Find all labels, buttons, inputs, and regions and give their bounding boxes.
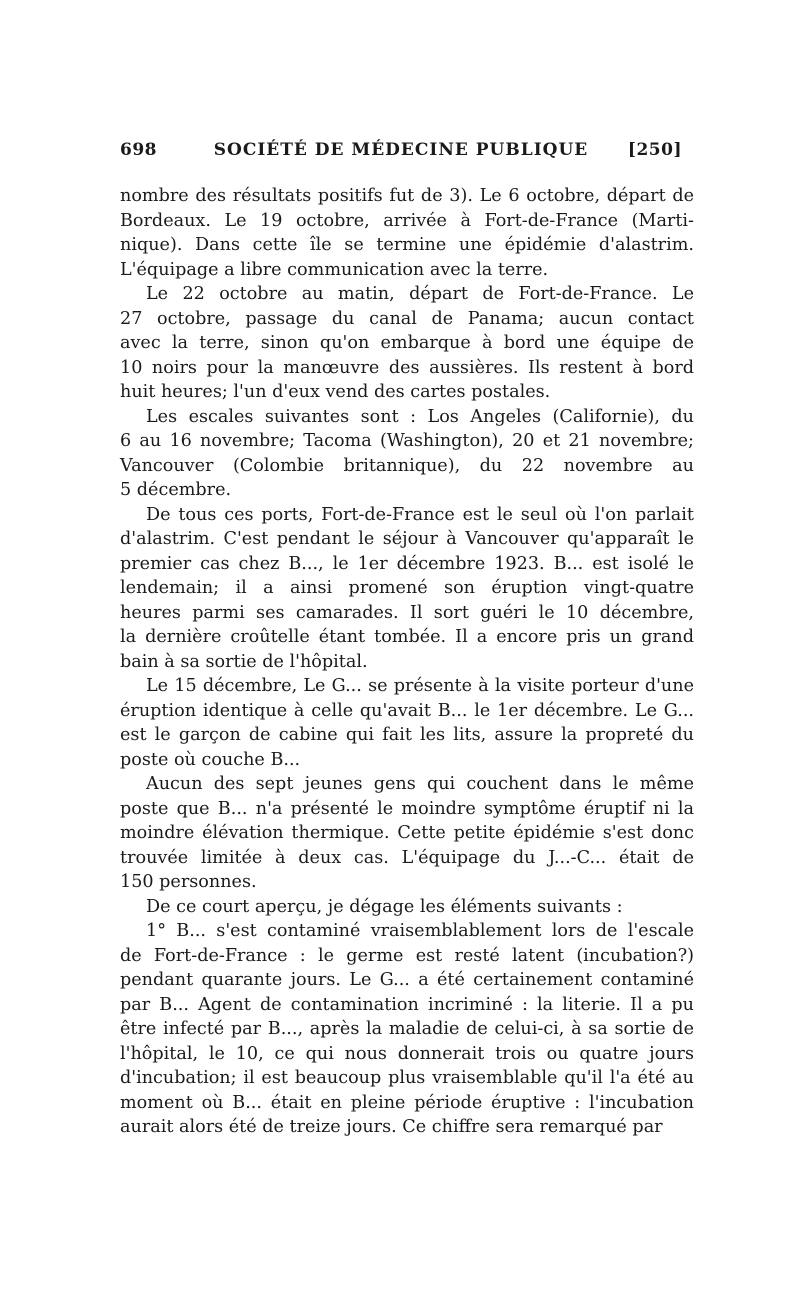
text-line: éruption identique à celle qu'avait B... le 1er décembre. Le G... [120, 700, 694, 721]
text-line: Vancouver (Colombie britannique), du 22 novembre au [120, 455, 694, 476]
text-line: poste que B... n'a présenté le moindre symptôme éruptif ni la [120, 798, 694, 819]
text-line: 10 noirs pour la manœuvre des aussières. Ils restent à bord [120, 357, 694, 378]
text-line: d'alastrim. C'est pendant le séjour à Vancouver qu'apparaît le [120, 529, 694, 549]
paragraph [120, 674, 694, 772]
text-line: nombre des résultats positifs fut de 3). Le 6 octobre, départ de [120, 186, 694, 206]
text-line: pendant quarante jours. Le G... a été certainement contaminé [120, 970, 694, 990]
text-line: de Fort-de-France : le germe est resté latent (incubation?) [120, 945, 694, 966]
bracket-page-number: [250] [627, 140, 682, 160]
page-number: 698 [120, 140, 157, 160]
paragraph [120, 919, 694, 1140]
text-line: L'équipage a libre communication avec la terre. [120, 259, 549, 280]
text-line: avec la terre, sinon qu'on embarque à bord une équipe de [120, 333, 694, 353]
text-line: premier cas chez B..., le 1er décembre 1923. B... est isolé le [120, 553, 694, 574]
text-line: poste où couche B... [120, 749, 301, 770]
text-line: bain à sa sortie de l'hôpital. [120, 651, 368, 672]
text-line: Le 15 décembre, Le G... se présente à la visite porteur d'une [146, 676, 694, 696]
text-line: est le garçon de cabine qui fait les lits, assure la propreté du [120, 725, 694, 745]
paragraph [120, 184, 694, 282]
text-line: être infecté par B..., après la maladie de celui-ci, à sa sortie de [120, 1019, 694, 1039]
text-line: Aucun des sept jeunes gens qui couchent dans le même [146, 774, 694, 794]
text-line: par B... Agent de contamination incriminé : la literie. Il a pu [120, 994, 694, 1015]
paragraph [120, 772, 694, 895]
body-text [120, 184, 694, 1140]
text-line: huit heures; l'un d'eux vend des cartes postales. [120, 382, 551, 402]
text-line: 5 décembre. [120, 480, 232, 500]
text-line: nique). Dans cette île se termine une épidémie d'alastrim. [120, 235, 694, 255]
text-line: moment où B... était en pleine période éruptive : l'incubation [120, 1092, 694, 1113]
text-line: heures parmi ses camarades. Il sort guéri le 10 décembre, [120, 602, 694, 623]
text-line: moindre élévation thermique. Cette petite épidémie s'est donc [120, 823, 694, 843]
text-line: 6 au 16 novembre; Tacoma (Washington), 20 et 21 novembre; [120, 431, 694, 451]
running-title: SOCIÉTÉ DE MÉDECINE PUBLIQUE [213, 140, 589, 160]
text-line: Bordeaux. Le 19 octobre, arrivée à Fort-de-France (Marti- [120, 210, 694, 231]
text-line: aurait alors été de treize jours. Ce chiffre sera remarqué par [120, 1117, 663, 1137]
text-line: lendemain; il a ainsi promené son éruption vingt-quatre [120, 578, 694, 598]
text-line: d'incubation; il est beaucoup plus vraisemblable qu'il l'a été au [120, 1068, 694, 1088]
paragraph [120, 282, 694, 405]
running-head [120, 135, 682, 165]
text-line: De ce court aperçu, je dégage les éléments suivants : [146, 896, 623, 917]
text-line: trouvée limitée à deux cas. L'équipage du J...-C... était de [120, 847, 694, 868]
text-line: Les escales suivantes sont : Los Angeles (Californie), du [146, 406, 694, 427]
paragraph [120, 405, 694, 503]
text-line: Le 22 octobre au matin, départ de Fort-de-France. Le [146, 284, 694, 304]
text-line: 1° B... s'est contaminé vraisemblablement lors de l'escale [146, 921, 694, 941]
text-line: la dernière croûtelle étant tombée. Il a encore pris un grand [120, 627, 694, 647]
text-line: De tous ces ports, Fort-de-France est le seul où l'on parlait [146, 504, 694, 525]
text-line: 27 octobre, passage du canal de Panama; aucun contact [120, 308, 694, 329]
paragraph [120, 895, 694, 920]
paragraph [120, 503, 694, 675]
text-line: l'hôpital, le 10, ce qui nous donnerait trois ou quatre jours [120, 1043, 694, 1064]
text-line: 150 personnes. [120, 872, 257, 892]
